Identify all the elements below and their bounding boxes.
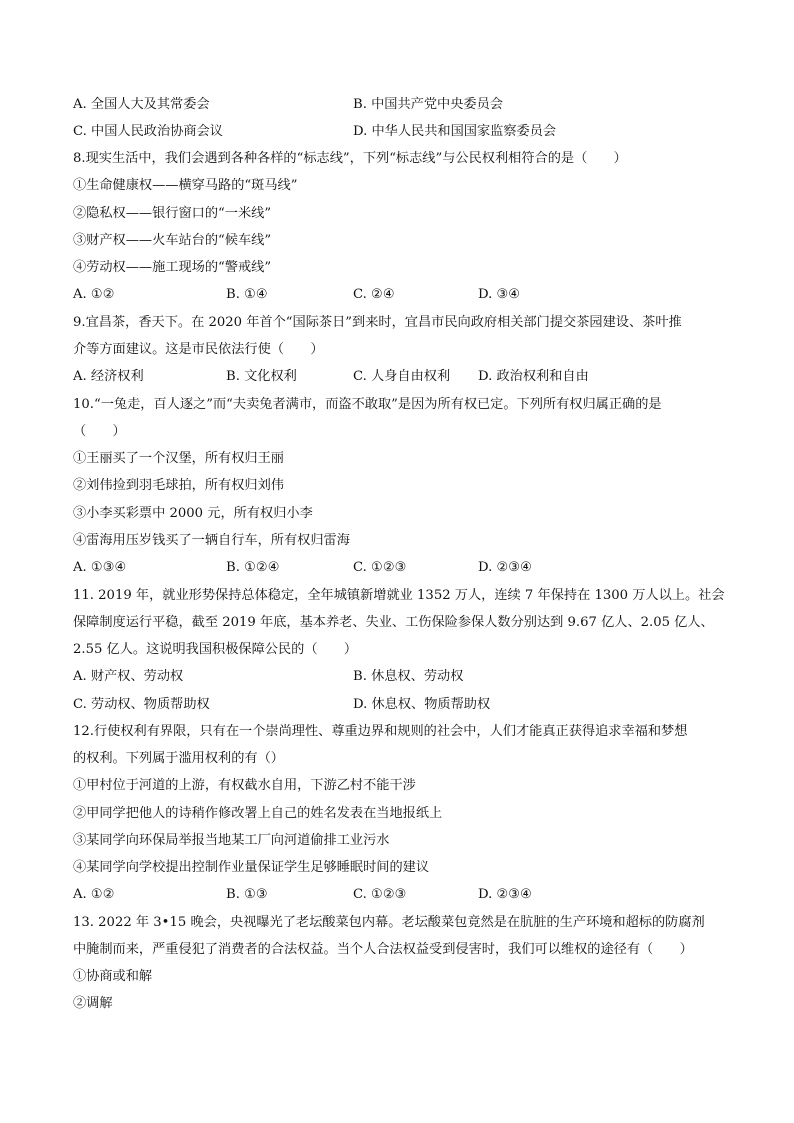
- q13-stem-line-2: 中腌制而来，严重侵犯了消费者的合法权益。当个人合法权益受到侵害时，我们可以维权的途径有（ ）: [73, 942, 693, 957]
- q11-option-a: A. 财产权、劳动权: [73, 669, 184, 684]
- q8-option-a: A. ①②: [73, 287, 115, 302]
- q8-option-b: B. ①④: [226, 287, 268, 302]
- q13-stem-line-1: 13. 2022 年 3•15 晚会，央视曝光了老坛酸菜包内幕。老坛酸菜包竟然是在肮脏的生产环境和超标的防腐剂: [73, 915, 705, 930]
- q7-option-b: B. 中国共产党中央委员会: [353, 97, 503, 112]
- q9-stem-line-2: 介等方面建议。这是市民依法行使（ ）: [73, 342, 324, 357]
- q12-option-b: B. ①③: [226, 887, 268, 902]
- q11-stem-line-1: 11. 2019 年，就业形势保持总体稳定，全年城镇新增就业 1352 万人，连续 7 年保持在 1300 万人以上。社会: [73, 588, 725, 603]
- q11-option-b: B. 休息权、劳动权: [353, 669, 464, 684]
- q13-item-1: ①协商或和解: [73, 969, 153, 984]
- q10-stem-line-1: 10.“一兔走，百人逐之”而“夫卖兔者满市，而盗不敢取”是因为所有权已定。下列所有权归属正确的是: [73, 397, 662, 412]
- q10-stem-line-2: （ ）: [73, 424, 126, 439]
- q10-item-2: ②刘伟捡到羽毛球拍，所有权归刘伟: [73, 478, 284, 493]
- q10-item-3: ③小李买彩票中 2000 元，所有权归小李: [73, 506, 313, 521]
- q8-option-c: C. ②④: [353, 287, 395, 302]
- q12-item-1: ①甲村位于河道的上游，有权截水自用，下游乙村不能干涉: [73, 778, 416, 793]
- q9-stem-line-1: 9.宜昌茶，香天下。在 2020 年首个“国际茶日”到来时，宜昌市民向政府相关部门提交茶园建设、茶叶推: [73, 315, 682, 330]
- q11-stem-line-3: 2.55 亿人。这说明我国积极保障公民的（ ）: [73, 642, 358, 657]
- q12-stem-line-2: 的权利。下列属于滥用权利的有（）: [73, 751, 284, 766]
- q9-option-d: D. 政治权利和自由: [478, 369, 589, 384]
- q9-option-b: B. 文化权利: [226, 369, 297, 384]
- q13-item-2: ②调解: [73, 996, 113, 1011]
- q10-item-1: ①王丽买了一个汉堡，所有权归王丽: [73, 451, 284, 466]
- q12-item-2: ②甲同学把他人的诗稍作修改署上自己的姓名发表在当地报纸上: [73, 806, 443, 821]
- q7-option-d: D. 中华人民共和国国家监察委员会: [353, 124, 557, 139]
- q12-option-d: D. ②③④: [478, 887, 532, 902]
- q8-item-3: ③财产权——火车站台的“候车线”: [73, 233, 272, 248]
- q7-option-c: C. 中国人民政治协商会议: [73, 124, 223, 139]
- q8-item-1: ①生命健康权——横穿马路的“斑马线”: [73, 178, 298, 193]
- q12-option-c: C. ①②③: [353, 887, 407, 902]
- q11-option-d: D. 休息权、物质帮助权: [353, 697, 491, 712]
- q9-option-c: C. 人身自由权利: [353, 369, 451, 384]
- q10-item-4: ④雷海用压岁钱买了一辆自行车，所有权归雷海: [73, 533, 350, 548]
- q11-option-c: C. 劳动权、物质帮助权: [73, 697, 210, 712]
- q12-option-a: A. ①②: [73, 887, 115, 902]
- q7-option-a: A. 全国人大及其常委会: [73, 97, 210, 112]
- q10-option-c: C. ①②③: [353, 560, 407, 575]
- q8-option-d: D. ③④: [478, 287, 521, 302]
- q9-option-a: A. 经济权利: [73, 369, 144, 384]
- q8-item-2: ②隐私权——银行窗口的“一米线”: [73, 206, 272, 221]
- q10-option-d: D. ②③④: [478, 560, 532, 575]
- q12-item-4: ④某同学向学校提出控制作业量保证学生足够睡眠时间的建议: [73, 860, 430, 875]
- q8-stem: 8.现实生活中，我们会遇到各种各样的“标志线”，下列“标志线”与公民权利相符合的是（ ）: [73, 151, 627, 166]
- q12-stem-line-1: 12.行使权利有界限，只有在一个崇尚理性、尊重边界和规则的社会中，人们才能真正获得追求幸福和梦想: [73, 724, 688, 739]
- q12-item-3: ③某同学向环保局举报当地某工厂向河道偷排工业污水: [73, 833, 390, 848]
- q10-option-b: B. ①②④: [226, 560, 280, 575]
- q10-option-a: A. ①③④: [73, 560, 127, 575]
- q11-stem-line-2: 保障制度运行平稳，截至 2019 年底，基本养老、失业、工伤保险参保人数分别达到 9.67 亿人、2.05 亿人、: [73, 615, 714, 630]
- q8-item-4: ④劳动权——施工现场的“警戒线”: [73, 260, 272, 275]
